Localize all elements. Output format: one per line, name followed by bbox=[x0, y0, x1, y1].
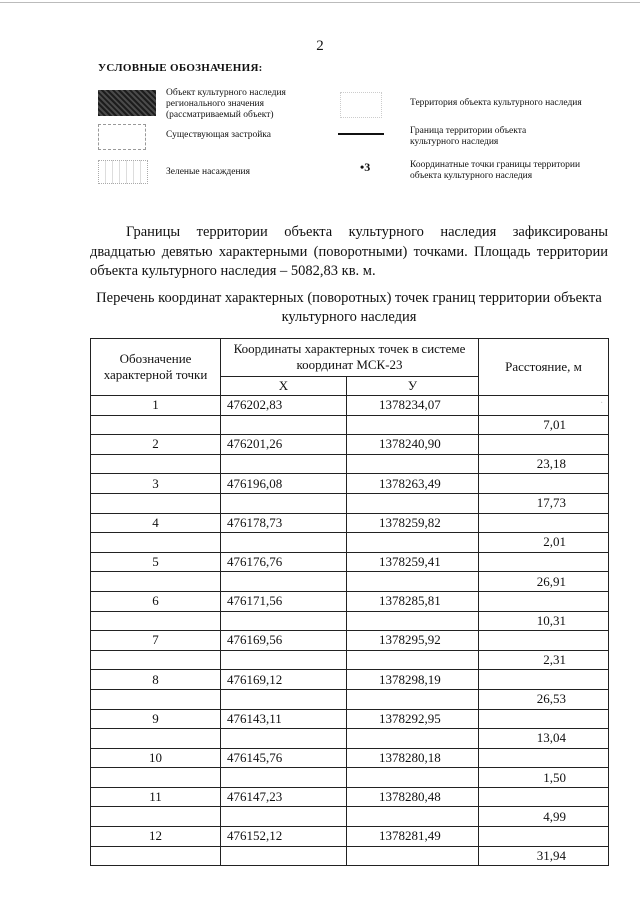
x-coordinate-cell: 476143,11 bbox=[221, 709, 347, 729]
x-coordinate-cell: 476169,56 bbox=[221, 631, 347, 651]
table-row bbox=[91, 493, 609, 513]
distance-cell: 26,91 bbox=[479, 572, 609, 592]
table-row bbox=[91, 650, 609, 670]
x-coordinate-cell: 476178,73 bbox=[221, 513, 347, 533]
empty-cell bbox=[91, 572, 221, 592]
table-row bbox=[91, 768, 609, 788]
table-row bbox=[91, 591, 609, 611]
table-row bbox=[91, 709, 609, 729]
table-caption: Перечень координат характерных (поворотных) точек границ территории объекта культурного наследия bbox=[96, 290, 602, 325]
header-point: Обозначение характерной точки bbox=[91, 339, 221, 396]
distance-spacer-cell bbox=[479, 474, 609, 494]
empty-cell bbox=[91, 807, 221, 827]
existing-building-swatch bbox=[98, 124, 146, 150]
distance-cell: 26,53 bbox=[479, 689, 609, 709]
point-number-cell: 10 bbox=[91, 748, 221, 768]
y-coordinate-cell: 1378292,95 bbox=[347, 709, 479, 729]
point-number-cell: 8 bbox=[91, 670, 221, 690]
y-coordinate-cell: 1378259,41 bbox=[347, 552, 479, 572]
empty-cell bbox=[221, 415, 347, 435]
empty-cell bbox=[221, 846, 347, 866]
empty-cell bbox=[221, 650, 347, 670]
top-rule bbox=[0, 2, 640, 3]
x-coordinate-cell: 476145,76 bbox=[221, 748, 347, 768]
table-row bbox=[91, 689, 609, 709]
table-row bbox=[91, 533, 609, 553]
empty-cell bbox=[91, 415, 221, 435]
x-coordinate-cell: 476171,56 bbox=[221, 591, 347, 611]
empty-cell bbox=[91, 729, 221, 749]
table-row bbox=[91, 846, 609, 866]
table-row bbox=[91, 454, 609, 474]
empty-cell bbox=[347, 807, 479, 827]
legend-label-heritage-object: Объект культурного наследия регионального значения (рассматриваемый объект) bbox=[166, 88, 286, 120]
header-y: У bbox=[347, 376, 479, 395]
distance-cell: 2,01 bbox=[479, 533, 609, 553]
y-coordinate-cell: 1378259,82 bbox=[347, 513, 479, 533]
legend-label-boundary: Граница территории объекта культурного наследия bbox=[410, 126, 527, 147]
y-coordinate-cell: 1378281,49 bbox=[347, 827, 479, 847]
body-paragraph: Границы территории объекта культурного наследия зафиксированы двадцатью девятью характерными (поворотными) точками. Площадь территории объекта культурного наследия – 5082,83 кв. м. bbox=[90, 224, 608, 279]
coordinates-body bbox=[91, 396, 609, 866]
empty-cell bbox=[221, 729, 347, 749]
point-number-cell: 6 bbox=[91, 591, 221, 611]
empty-cell bbox=[347, 415, 479, 435]
x-coordinate-cell: 476202,83 bbox=[221, 396, 347, 416]
distance-cell: 31,94 bbox=[479, 846, 609, 866]
table-row bbox=[91, 474, 609, 494]
empty-cell bbox=[347, 611, 479, 631]
empty-cell bbox=[221, 493, 347, 513]
distance-cell: 10,31 bbox=[479, 611, 609, 631]
table-row bbox=[91, 631, 609, 651]
empty-cell bbox=[91, 650, 221, 670]
empty-cell bbox=[221, 611, 347, 631]
table-row bbox=[91, 670, 609, 690]
y-coordinate-cell: 1378298,19 bbox=[347, 670, 479, 690]
table-row bbox=[91, 807, 609, 827]
point-number-cell: 12 bbox=[91, 827, 221, 847]
table-row bbox=[91, 827, 609, 847]
empty-cell bbox=[347, 533, 479, 553]
distance-cell: 2,31 bbox=[479, 650, 609, 670]
distance-spacer-cell bbox=[479, 591, 609, 611]
empty-cell bbox=[347, 846, 479, 866]
empty-cell bbox=[221, 689, 347, 709]
empty-cell bbox=[347, 454, 479, 474]
coordinates-table bbox=[90, 338, 609, 866]
legend-label-existing-building: Существующая застройка bbox=[166, 130, 271, 140]
empty-cell bbox=[91, 493, 221, 513]
green-area-swatch bbox=[98, 160, 148, 184]
distance-spacer-cell bbox=[479, 396, 609, 416]
table-row bbox=[91, 748, 609, 768]
distance-cell: 7,01 bbox=[479, 415, 609, 435]
x-coordinate-cell: 476147,23 bbox=[221, 787, 347, 807]
page-number: 2 bbox=[316, 38, 324, 54]
point-number-cell: 2 bbox=[91, 435, 221, 455]
legend-label-green-area: Зеленые насаждения bbox=[166, 167, 250, 177]
y-coordinate-cell: 1378263,49 bbox=[347, 474, 479, 494]
distance-spacer-cell bbox=[479, 435, 609, 455]
empty-cell bbox=[221, 572, 347, 592]
empty-cell bbox=[347, 572, 479, 592]
boundary-line-swatch bbox=[338, 133, 384, 135]
table-row bbox=[91, 415, 609, 435]
heritage-object-swatch bbox=[98, 90, 156, 116]
point-number-cell: 11 bbox=[91, 787, 221, 807]
distance-cell: 13,04 bbox=[479, 729, 609, 749]
distance-spacer-cell bbox=[479, 709, 609, 729]
table-row bbox=[91, 572, 609, 592]
point-number-cell: 4 bbox=[91, 513, 221, 533]
y-coordinate-cell: 1378240,90 bbox=[347, 435, 479, 455]
legend-label-territory: Территория объекта культурного наследия bbox=[410, 98, 582, 108]
legend-label-coordinate-points: Координатные точки границы территории объекта культурного наследия bbox=[410, 160, 581, 181]
empty-cell bbox=[221, 768, 347, 788]
header-distance: Расстояние, м bbox=[479, 339, 609, 396]
x-coordinate-cell: 476176,76 bbox=[221, 552, 347, 572]
x-coordinate-cell: 476201,26 bbox=[221, 435, 347, 455]
header-x: X bbox=[221, 376, 347, 395]
empty-cell bbox=[347, 650, 479, 670]
empty-cell bbox=[91, 846, 221, 866]
point-number-cell: 1 bbox=[91, 396, 221, 416]
y-coordinate-cell: 1378280,48 bbox=[347, 787, 479, 807]
header-coords: Координаты характерных точек в системе координат МСК-23 bbox=[221, 339, 479, 377]
empty-cell bbox=[221, 454, 347, 474]
y-coordinate-cell: 1378295,92 bbox=[347, 631, 479, 651]
point-number-cell: 7 bbox=[91, 631, 221, 651]
distance-spacer-cell bbox=[479, 631, 609, 651]
distance-spacer-cell bbox=[479, 787, 609, 807]
table-row bbox=[91, 435, 609, 455]
table-row bbox=[91, 611, 609, 631]
distance-cell: 1,50 bbox=[479, 768, 609, 788]
distance-spacer-cell bbox=[479, 670, 609, 690]
empty-cell bbox=[91, 533, 221, 553]
distance-spacer-cell bbox=[479, 552, 609, 572]
y-coordinate-cell: 1378234,07 bbox=[347, 396, 479, 416]
legend-title: УСЛОВНЫЕ ОБОЗНАЧЕНИЯ: bbox=[98, 62, 263, 74]
point-number-cell: 3 bbox=[91, 474, 221, 494]
point-number-cell: 5 bbox=[91, 552, 221, 572]
x-coordinate-cell: 476196,08 bbox=[221, 474, 347, 494]
table-row bbox=[91, 396, 609, 416]
empty-cell bbox=[221, 533, 347, 553]
table-row bbox=[91, 513, 609, 533]
scan-mark: · bbox=[600, 398, 604, 409]
distance-spacer-cell bbox=[479, 827, 609, 847]
y-coordinate-cell: 1378280,18 bbox=[347, 748, 479, 768]
table-row bbox=[91, 552, 609, 572]
empty-cell bbox=[91, 689, 221, 709]
distance-cell: 4,99 bbox=[479, 807, 609, 827]
point-number-cell: 9 bbox=[91, 709, 221, 729]
empty-cell bbox=[91, 768, 221, 788]
y-coordinate-cell: 1378285,81 bbox=[347, 591, 479, 611]
coordinate-point-marker: •3 bbox=[360, 160, 371, 174]
x-coordinate-cell: 476169,12 bbox=[221, 670, 347, 690]
empty-cell bbox=[347, 768, 479, 788]
table-row bbox=[91, 787, 609, 807]
table-row bbox=[91, 729, 609, 749]
empty-cell bbox=[221, 807, 347, 827]
empty-cell bbox=[347, 493, 479, 513]
distance-spacer-cell bbox=[479, 748, 609, 768]
distance-cell: 23,18 bbox=[479, 454, 609, 474]
x-coordinate-cell: 476152,12 bbox=[221, 827, 347, 847]
empty-cell bbox=[347, 689, 479, 709]
empty-cell bbox=[347, 729, 479, 749]
distance-cell: 17,73 bbox=[479, 493, 609, 513]
empty-cell bbox=[91, 454, 221, 474]
territory-swatch bbox=[340, 92, 382, 118]
empty-cell bbox=[91, 611, 221, 631]
distance-spacer-cell bbox=[479, 513, 609, 533]
